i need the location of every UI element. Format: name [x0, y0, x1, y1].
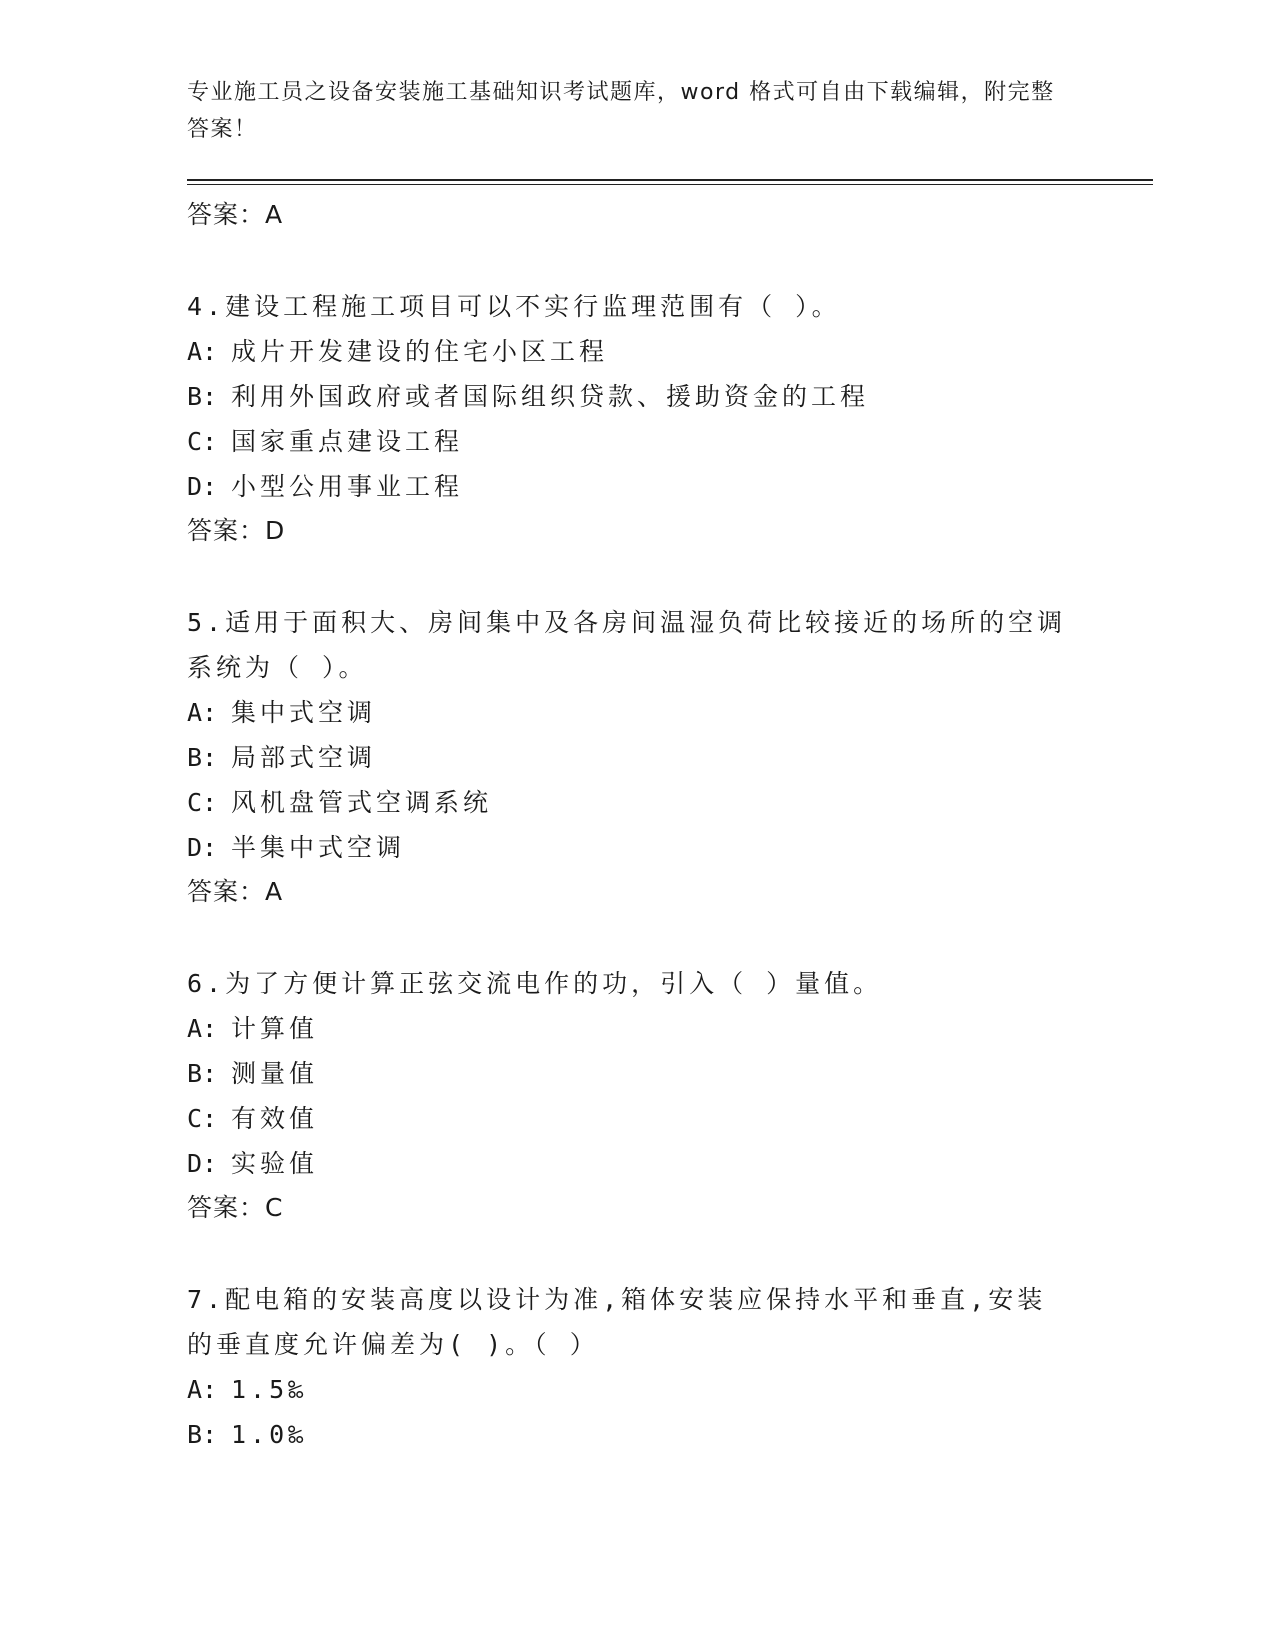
option-text: 局部式空调	[231, 743, 377, 772]
option-letter: B:	[187, 743, 218, 772]
answer-line: 答案：C	[187, 1193, 284, 1222]
option-text: 国家重点建设工程	[231, 427, 464, 456]
question-item	[187, 1277, 1153, 1457]
option-letter: C:	[187, 788, 218, 817]
option-letter: C:	[187, 1104, 218, 1133]
option-line	[187, 1096, 1153, 1141]
option-line	[187, 1367, 1153, 1412]
option-letter: D:	[187, 472, 218, 501]
option-line	[187, 1051, 1153, 1096]
option-text: 集中式空调	[231, 698, 377, 727]
option-line	[187, 1412, 1153, 1457]
option-letter: A:	[187, 1014, 218, 1043]
question-item	[187, 600, 1153, 914]
question-text: 7.配电箱的安装高度以设计为准,箱体安装应保持水平和垂直,安装的垂直度允许偏差为( )。（ ）	[187, 1285, 1047, 1359]
option-line	[187, 735, 1153, 780]
option-letter: C:	[187, 427, 218, 456]
answer-line: 答案：A	[187, 200, 284, 229]
option-text: 1.0‰	[231, 1420, 308, 1449]
option-letter: D:	[187, 833, 218, 862]
option-text: 1.5‰	[231, 1375, 308, 1404]
option-text: 利用外国政府或者国际组织贷款、援助资金的工程	[231, 382, 870, 411]
option-letter: B:	[187, 1420, 218, 1449]
question-item	[187, 284, 1153, 553]
document-header: 专业施工员之设备安装施工基础知识考试题库，word 格式可自由下载编辑，附完整答案！	[187, 80, 1055, 142]
question-text: 6.为了方便计算正弦交流电作的功，引入（ ）量值。	[187, 969, 883, 998]
answer-line: 答案：A	[187, 877, 284, 906]
option-text: 半集中式空调	[231, 833, 406, 862]
option-letter: B:	[187, 382, 218, 411]
question-text: 4.建设工程施工项目可以不实行监理范围有（ ）。	[187, 292, 841, 321]
option-text: 实验值	[231, 1149, 319, 1178]
option-line	[187, 1006, 1153, 1051]
option-line	[187, 419, 1153, 464]
question-text: 5.适用于面积大、房间集中及各房间温湿负荷比较接近的场所的空调系统为（ ）。	[187, 608, 1067, 682]
option-line	[187, 1141, 1153, 1186]
option-letter: A:	[187, 1375, 218, 1404]
option-line	[187, 825, 1153, 870]
header-divider	[187, 179, 1153, 185]
option-line	[187, 374, 1153, 419]
question-item	[187, 961, 1153, 1230]
option-text: 有效值	[231, 1104, 319, 1133]
answer-line: 答案：D	[187, 516, 286, 545]
option-letter: A:	[187, 337, 218, 366]
option-letter: D:	[187, 1149, 218, 1178]
option-text: 成片开发建设的住宅小区工程	[231, 337, 609, 366]
option-letter: A:	[187, 698, 218, 727]
option-line	[187, 690, 1153, 735]
option-text: 小型公用事业工程	[231, 472, 464, 501]
option-letter: B:	[187, 1059, 218, 1088]
option-line	[187, 780, 1153, 825]
option-text: 计算值	[231, 1014, 319, 1043]
option-text: 风机盘管式空调系统	[231, 788, 493, 817]
document-page	[187, 74, 1153, 1457]
option-line	[187, 464, 1153, 509]
option-text: 测量值	[231, 1059, 319, 1088]
option-line	[187, 329, 1153, 374]
